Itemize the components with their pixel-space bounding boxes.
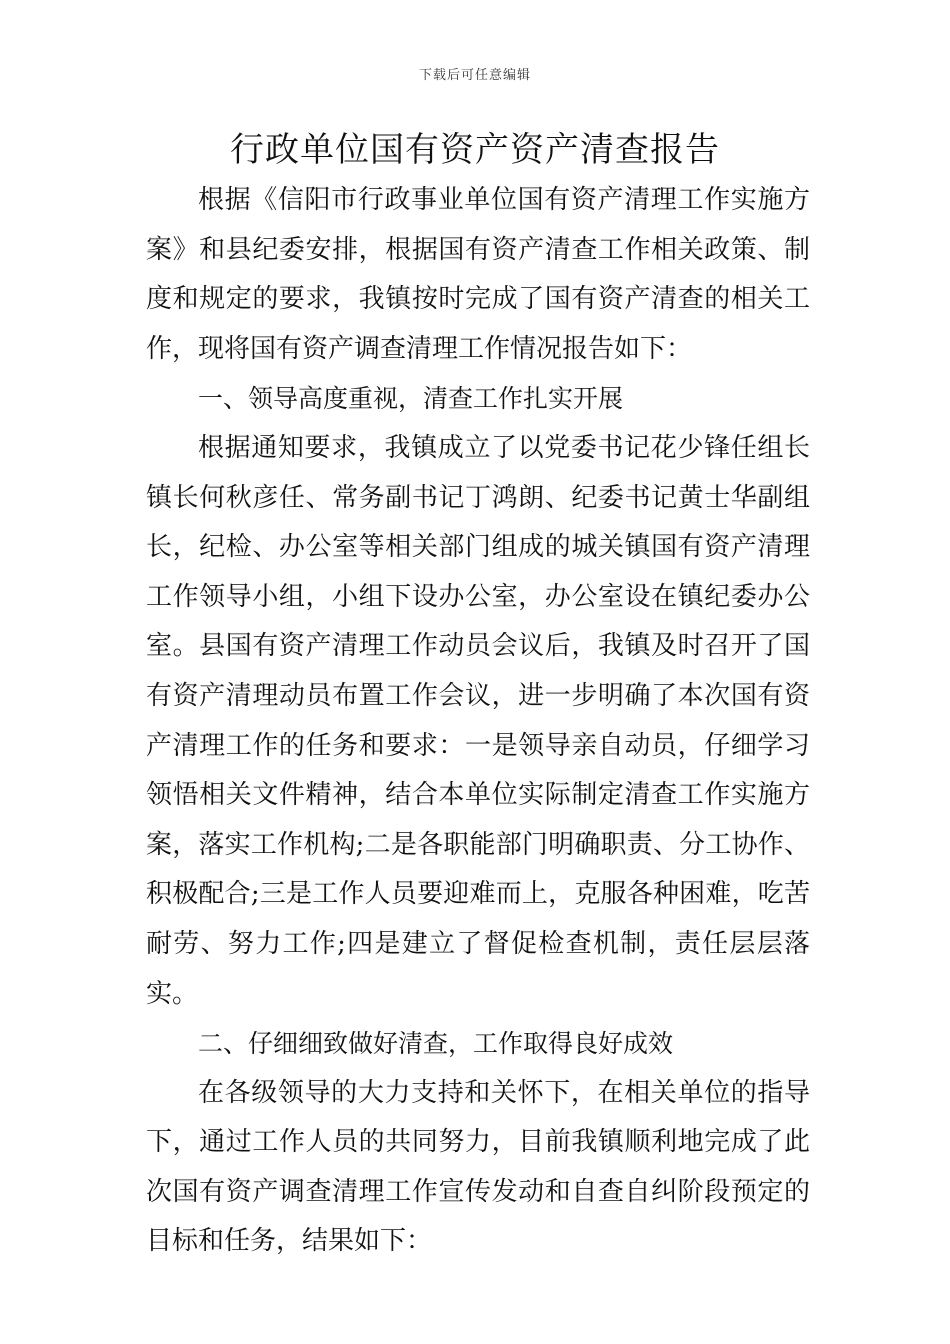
- document-title: 行政单位国有资产资产清查报告: [230, 130, 720, 170]
- paragraph-intro: 根据《信阳市行政事业单位国有资产清理工作实施方案》和县纪委安排，根据国有资产清查工作相关政策、制度和规定的要求，我镇按时完成了国有资产清查的相关工作，现将国有资产调查清理工作情况报告如下：: [146, 185, 810, 364]
- section-heading-2: 二、仔细细致做好清查，工作取得良好成效: [198, 1029, 674, 1059]
- section-heading-1: 一、领导高度重视，清查工作扎实开展: [198, 384, 624, 414]
- paragraph-section-2: 在各级领导的大力支持和关怀下，在相关单位的指导下，通过工作人员的共同努力，目前我镇顺利地完成了此次国有资产调查清理工作宣传发动和自查自纠阶段预定的目标和任务，结果如下：: [146, 1077, 810, 1257]
- document-body: [146, 176, 810, 1267]
- header-note: 下载后可任意编辑: [418, 68, 531, 83]
- paragraph-section-1: 根据通知要求，我镇成立了以党委书记花少锋任组长镇长何秋彦任、常务副书记丁鸿朗、纪委书记黄士华副组长，纪检、办公室等相关部门组成的城关镇国有资产清理工作领导小组，小组下设办公室，办公室设在镇纪委办公室。县国有资产清理工作动员会议后，我镇及时召开了国有资产清理动员布置工作会议，进一步明确了本次国有资产清理工作的任务和要求：一是领导亲自动员，仔细学习领悟相关文件精神，结合本单位实际制定清查工作实施方案，落实工作机构;二是各职能部门明确职责、分工协作、积极配合;三是工作人员要迎难而上，克服各种困难，吃苦耐劳、努力工作;四是建立了督促检查机制，责任层层落实。: [146, 432, 810, 1009]
